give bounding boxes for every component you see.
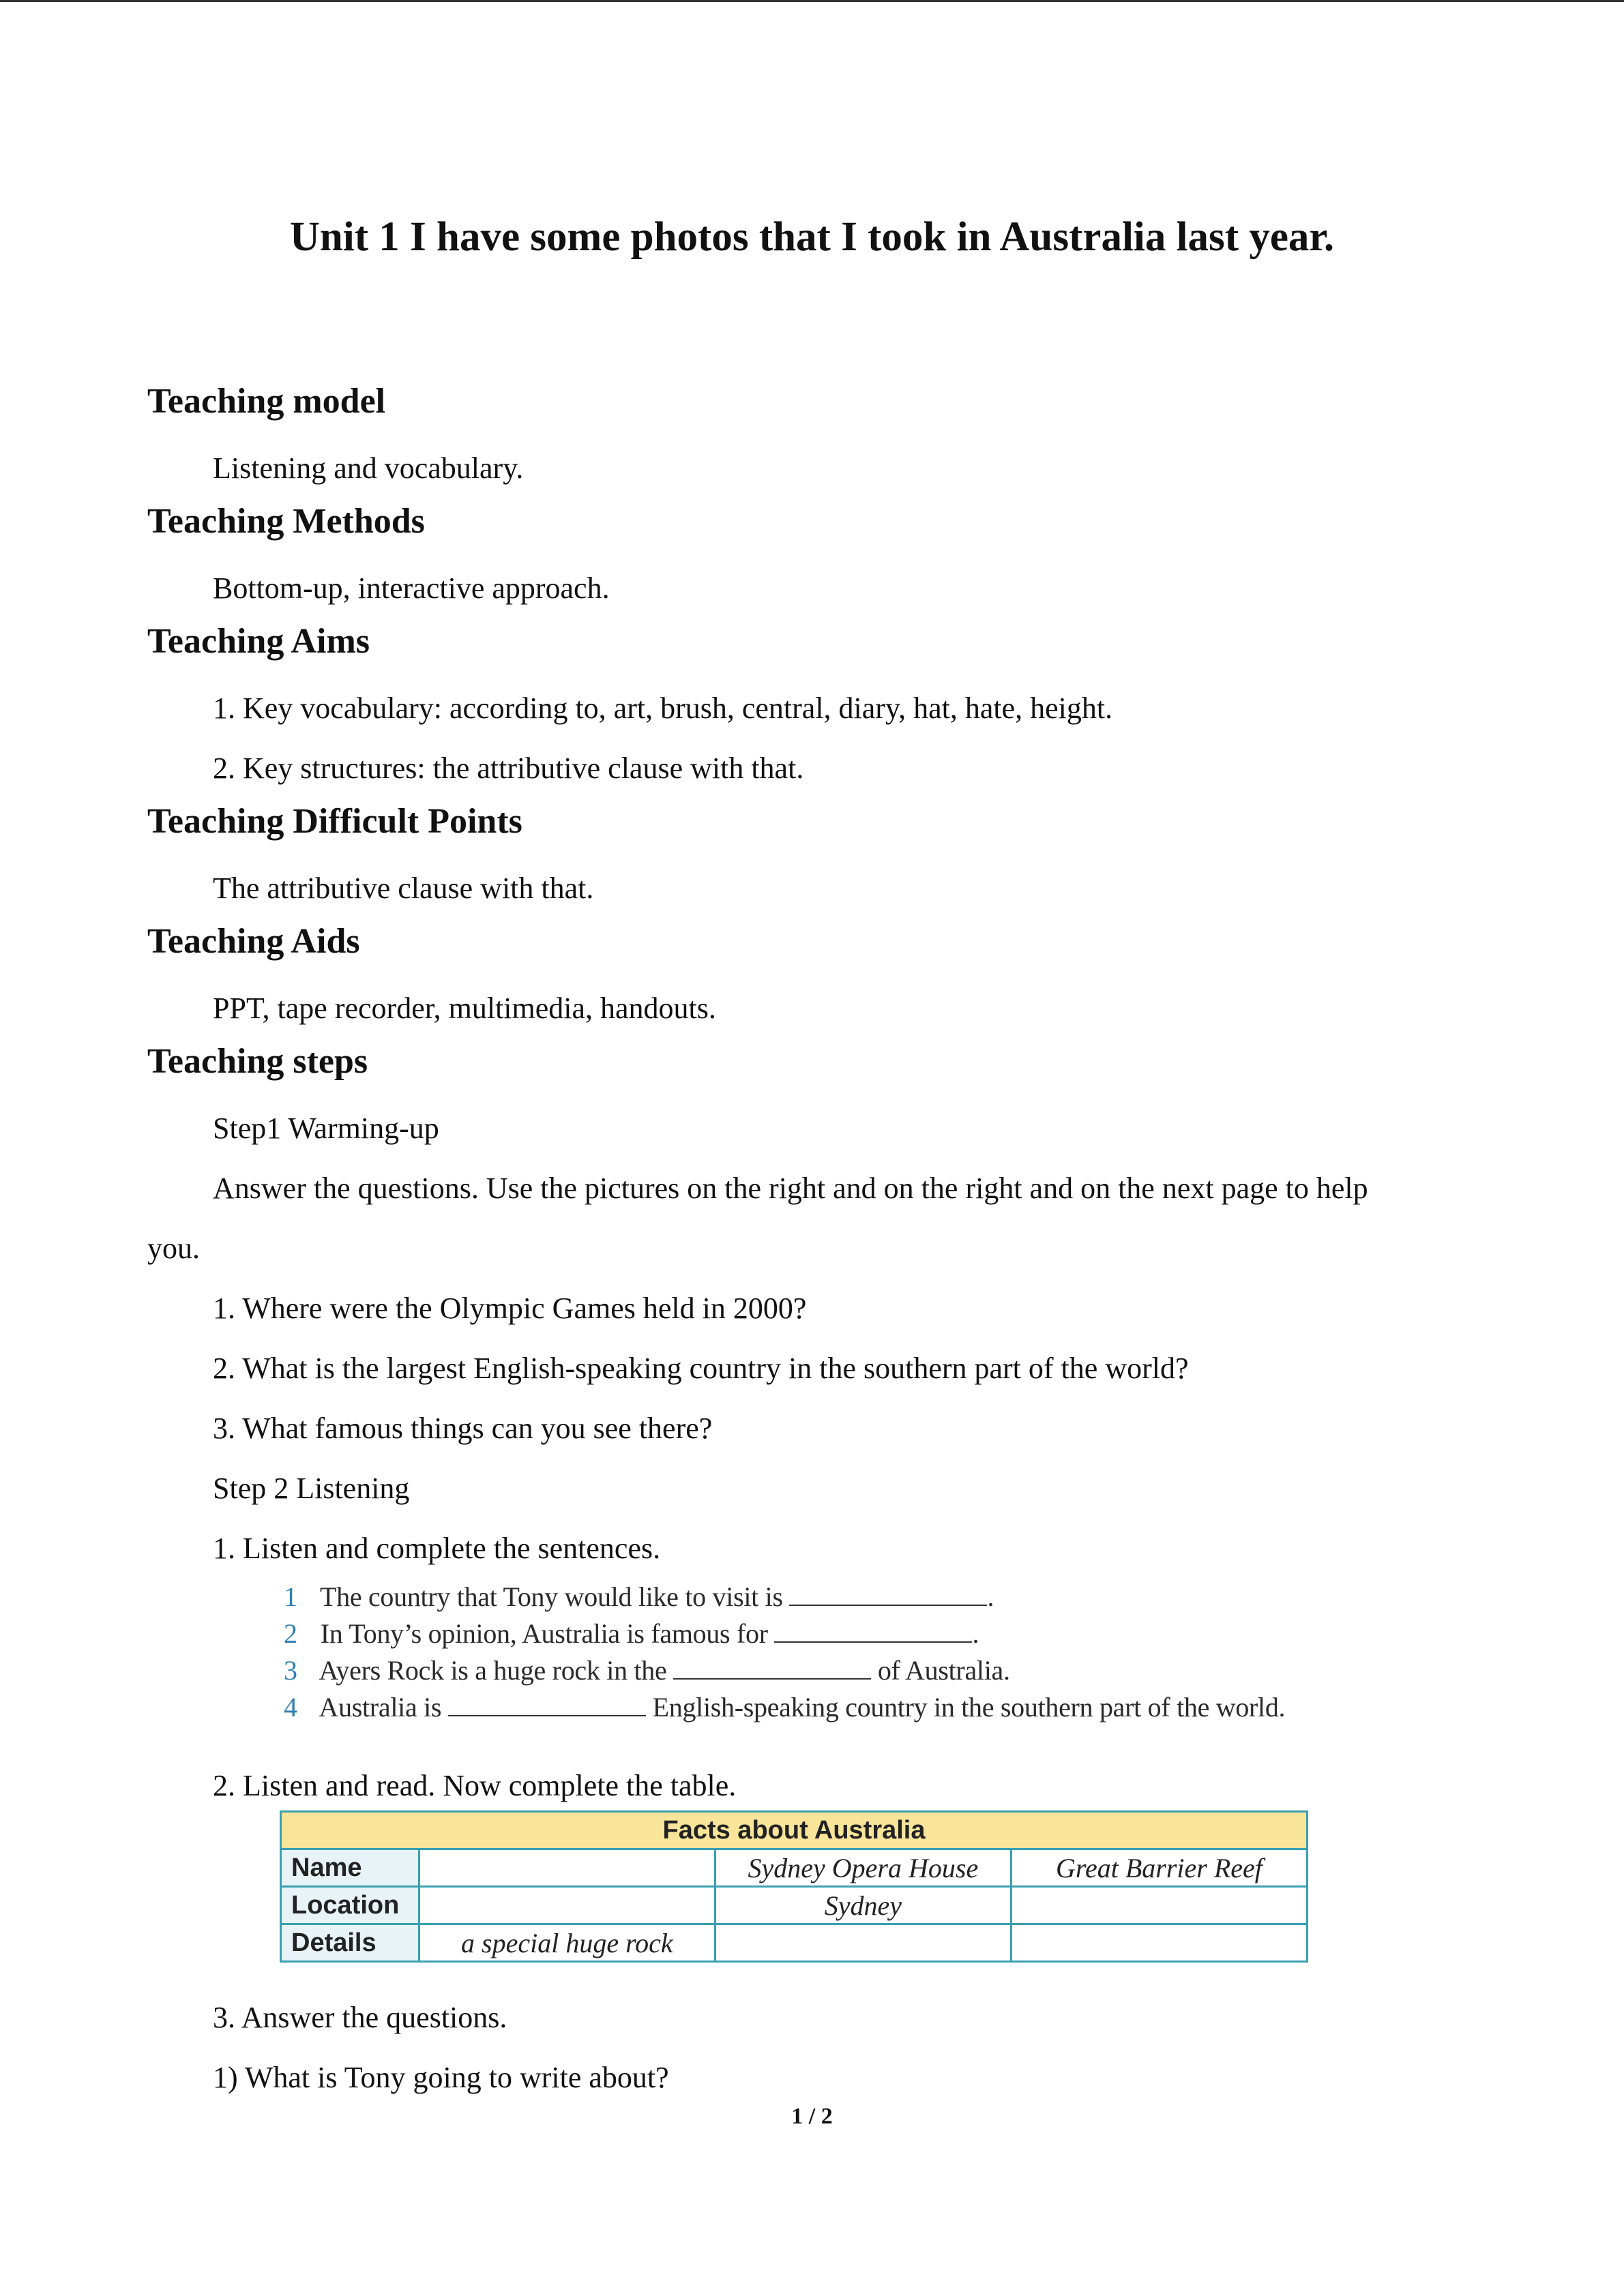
sentence-text-before: The country that Tony would like to visit is [319,1581,783,1612]
answer-blank [789,1580,987,1606]
page-title: Unit 1 I have some photos that I took in Australia last year. [289,214,1335,260]
sentence-text-after: . [972,1618,979,1649]
exercise-sentence [284,1690,1285,1723]
facts-table [280,1810,1308,1963]
exercise-sentence [284,1617,979,1650]
heading-teaching-methods: Teaching Methods [147,502,425,541]
table-cell: Sydney [715,1887,1011,1924]
teaching-model-text: Listening and vocabulary. [213,451,524,485]
step1-label: Step1 Warming-up [213,1112,439,1145]
teaching-aids-text: PPT, tape recorder, multimedia, handouts. [213,992,716,1025]
sentence-text-after: English-speaking country in the southern part of the world. [652,1692,1286,1723]
heading-teaching-steps: Teaching steps [147,1042,368,1081]
listening-task-3: 3. Answer the questions. [213,2001,507,2034]
warmup-question-3: 3. What famous things can you see there? [213,1412,713,1445]
task3-question-1: 1) What is Tony going to write about? [213,2061,669,2094]
answer-blank [673,1654,871,1680]
warmup-question-2: 2. What is the largest English-speaking country in the southern part of the world? [213,1352,1189,1385]
page-number: 1 / 2 [791,2104,833,2129]
answer-blank [448,1690,646,1716]
exercise-sentence [284,1654,1010,1686]
heading-teaching-aids: Teaching Aids [147,922,360,961]
table-caption: Facts about Australia [281,1812,1308,1849]
answer-blank [774,1617,972,1643]
aims-item-1: 1. Key vocabulary: according to, art, brush, central, diary, hat, hate, height. [213,691,1113,725]
listening-task-2: 2. Listen and read. Now complete the table. [213,1769,737,1802]
row-header: Details [281,1924,419,1962]
table-row [281,1849,1308,1887]
step2-label: Step 2 Listening [213,1472,410,1505]
sentence-number: 1 [284,1581,297,1612]
heading-teaching-aims: Teaching Aims [147,622,370,661]
heading-teaching-model: Teaching model [147,382,386,421]
table-cell [419,1849,715,1887]
teaching-methods-text: Bottom-up, interactive approach. [213,571,610,605]
table-row [281,1924,1308,1962]
listening-task-1: 1. Listen and complete the sentences. [213,1532,661,1565]
sentence-number: 2 [284,1618,297,1649]
table-cell [419,1887,715,1924]
sentence-text-before: In Tony’s opinion, Australia is famous for [320,1618,768,1649]
row-header: Name [281,1849,419,1887]
table-row [281,1887,1308,1924]
table-cell [1011,1887,1307,1924]
table-cell [1011,1924,1307,1962]
sentence-text-before: Australia is [319,1692,442,1723]
difficult-points-text: The attributive clause with that. [213,871,594,905]
row-header: Location [281,1887,419,1924]
warmup-question-1: 1. Where were the Olympic Games held in 2000? [213,1292,807,1325]
step1-intro-line1: Answer the questions. Use the pictures on the right and on the right and on the next page to help [213,1172,1368,1205]
sentence-text-after: . [987,1581,994,1612]
exercise-sentence [284,1580,994,1613]
sentence-number: 3 [284,1655,297,1686]
step1-intro-line2: you. [147,1232,200,1265]
aims-item-2: 2. Key structures: the attributive clause with that. [213,751,804,785]
table-cell: Sydney Opera House [715,1849,1011,1887]
heading-teaching-difficult-points: Teaching Difficult Points [147,802,522,841]
sentence-text-after: of Australia. [877,1655,1010,1686]
table-cell: a special huge rock [419,1924,715,1962]
sentence-text-before: Ayers Rock is a huge rock in the [319,1655,667,1686]
table-cell [715,1924,1011,1962]
sentence-number: 4 [284,1692,297,1723]
table-cell: Great Barrier Reef [1011,1849,1307,1887]
